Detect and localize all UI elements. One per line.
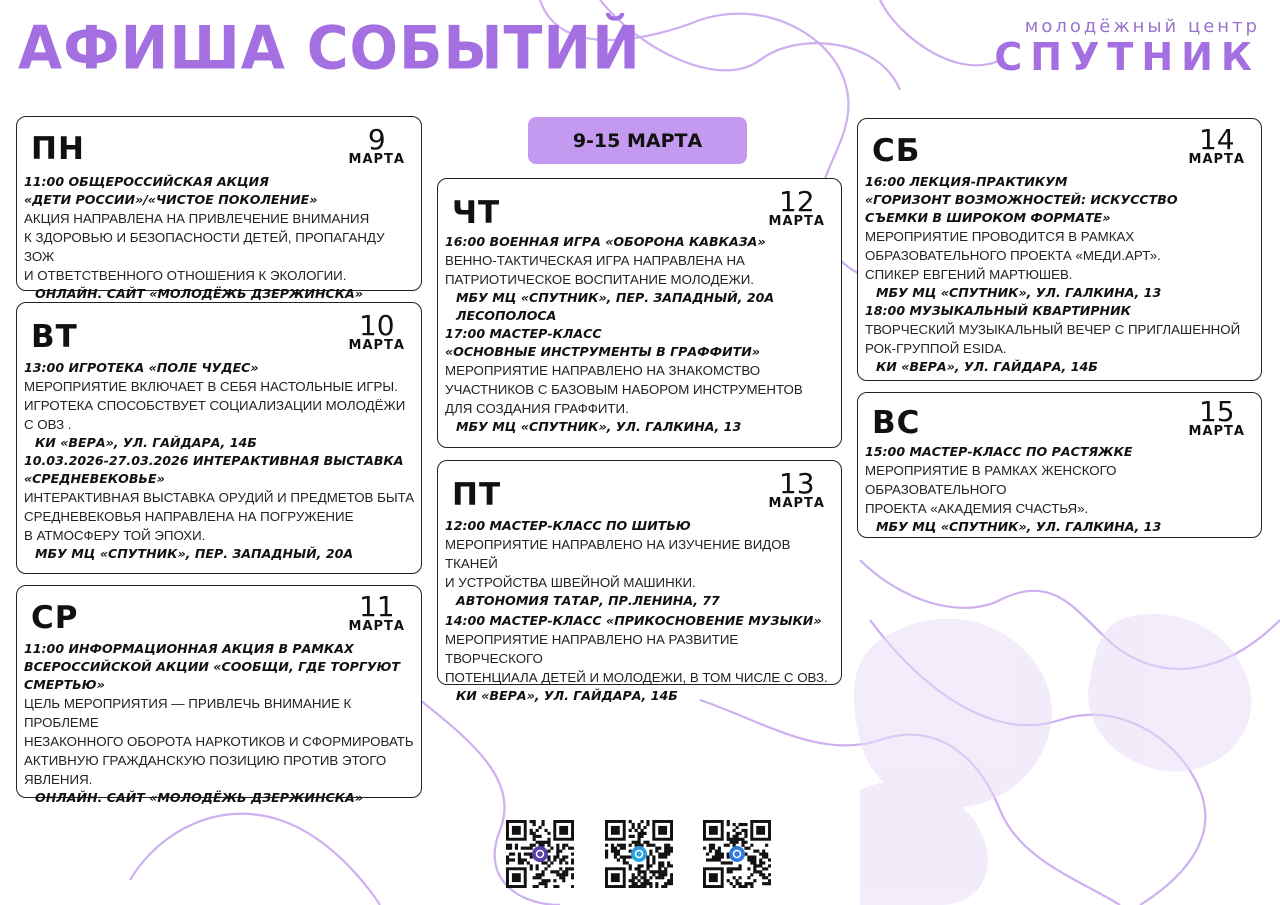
day-name: ВС [872,405,921,441]
day-card-friday [437,460,842,703]
event-location: МБУ МЦ «СПУТНИК», УЛ. ГАЛКИНА, 13 [876,519,1162,534]
event-description: МЕРОПРИЯТИЕ ПРОВОДИТСЯ В РАМКАХ ОБРАЗОВАТЕЛЬНОГО ПРОЕКТА «МЕДИ.АРТ». СПИКЕР ЕВГЕНИЙ МАРТЮШЕВ. [865,229,1161,282]
event-location: МБУ МЦ «СПУТНИК», УЛ. ГАЛКИНА, 13 [876,285,1162,300]
date-number: 10 [358,309,395,342]
event-title: 17:00 МАСТЕР-КЛАСС «ОСНОВНЫЕ ИНСТРУМЕНТЫ В ГРАФФИТИ» [445,326,760,359]
page-title: АФИША СОБЫТИЙ [18,14,641,84]
event-description: АКЦИЯ НАПРАВЛЕНА НА ПРИВЛЕЧЕНИЕ ВНИМАНИЯ К ЗДОРОВЬЮ И БЕЗОПАСНОСТИ ДЕТЕЙ, ПРОПАГАНДУ ЗОЖ И ОТВЕТСТВЕННОГО ОТНОШЕНИЯ К ЭКОЛОГИИ. [24,211,385,283]
event-title: 15:00 МАСТЕР-КЛАСС ПО РАСТЯЖКЕ [865,444,1133,459]
date-month: МАРТА [768,496,825,511]
day-card-wednesday [16,585,422,805]
brand-logo [994,16,1260,77]
event-location: КИ «ВЕРА», УЛ. ГАЙДАРА, 14Б [876,359,1098,374]
qr-code-vk[interactable] [703,820,771,888]
day-name: СБ [872,133,921,169]
day-card-saturday [857,118,1262,381]
event-description: МЕРОПРИЯТИЕ НАПРАВЛЕНО НА ЗНАКОМСТВО УЧАСТНИКОВ С БАЗОВЫМ НАБОРОМ ИНСТРУМЕНТОВ ДЛЯ СОЗДАНИЯ ГРАФФИТИ. [445,363,803,416]
event-location: МБУ МЦ «СПУТНИК», УЛ. ГАЛКИНА, 13 [456,419,742,434]
day-name: ПН [31,131,85,167]
day-card-sunday [857,392,1262,538]
week-range-badge: 9-15 МАРТА [528,117,747,164]
event-description: ЦЕЛЬ МЕРОПРИЯТИЯ — ПРИВЛЕЧЬ ВНИМАНИЕ К ПРОБЛЕМЕ НЕЗАКОННОГО ОБОРОТА НАРКОТИКОВ И СФОРМИРОВАТЬ АКТИВНУЮ ГРАЖДАНСКУЮ ПОЗИЦИЮ ПРОТИВ ЭТОГО ЯВЛЕНИЯ. [24,696,414,787]
event-title: 12:00 МАСТЕР-КЛАСС ПО ШИТЬЮ [445,518,691,533]
day-date [1188,395,1245,439]
event-title: 16:00 ЛЕКЦИЯ-ПРАКТИКУМ «ГОРИЗОНТ ВОЗМОЖНОСТЕЙ: ИСКУССТВО СЪЕМКИ В ШИРОКОМ ФОРМАТЕ» [865,174,1178,225]
event-location: КИ «ВЕРА», УЛ. ГАЙДАРА, 14Б [35,435,257,450]
event-location: ОНЛАЙН. САЙТ «МОЛОДЁЖЬ ДЗЕРЖИНСКА» [35,286,363,301]
date-month: МАРТА [348,619,405,634]
telegram-icon [631,846,647,862]
event-title: 11:00 ИНФОРМАЦИОННАЯ АКЦИЯ В РАМКАХ ВСЕРОССИЙСКОЙ АКЦИИ «СООБЩИ, ГДЕ ТОРГУЮТ СМЕРТЬЮ» [24,641,401,692]
day-date [768,467,825,511]
qr-code-instagram[interactable] [506,820,574,888]
event-description: МЕРОПРИЯТИЕ НАПРАВЛЕНО НА ИЗУЧЕНИЕ ВИДОВ ТКАНЕЙ И УСТРОЙСТВА ШВЕЙНОЙ МАШИНКИ. [445,537,791,590]
event-location: АВТОНОМИЯ ТАТАР, ПР.ЛЕНИНА, 77 [456,593,720,608]
date-number: 13 [778,467,815,500]
day-name: ЧТ [452,195,501,231]
day-card-monday [16,116,422,301]
event-title: 13:00 ИГРОТЕКА «ПОЛЕ ЧУДЕС» [24,360,259,375]
event-title: 11:00 ОБЩЕРОССИЙСКАЯ АКЦИЯ «ДЕТИ РОССИИ»/«ЧИСТОЕ ПОКОЛЕНИЕ» [24,174,318,207]
event-location: ОНЛАЙН. САЙТ «МОЛОДЁЖЬ ДЗЕРЖИНСКА» [35,790,363,805]
event-title: 14:00 МАСТЕР-КЛАСС «ПРИКОСНОВЕНИЕ МУЗЫКИ» [445,613,822,628]
event-description: ИНТЕРАКТИВНАЯ ВЫСТАВКА ОРУДИЙ И ПРЕДМЕТОВ БЫТА СРЕДНЕВЕКОВЬЯ НАПРАВЛЕНА НА ПОГРУЖЕНИЕ В АТМОСФЕРУ ТОЙ ЭПОХИ. [24,490,415,543]
day-card-thursday [437,178,842,448]
day-date [348,309,405,353]
event-description: ТВОРЧЕСКИЙ МУЗЫКАЛЬНЫЙ ВЕЧЕР С ПРИГЛАШЕННОЙ РОК-ГРУППОЙ ESIDA. [865,322,1241,356]
date-month: МАРТА [348,338,405,353]
day-name: ПТ [452,477,502,513]
event-title: 16:00 ВОЕННАЯ ИГРА «ОБОРОНА КАВКАЗА» [445,234,766,249]
day-date [1188,123,1245,167]
event-location: КИ «ВЕРА», УЛ. ГАЙДАРА, 14Б [456,688,678,703]
day-date [348,590,405,634]
date-number: 14 [1198,123,1235,156]
date-number: 15 [1198,395,1235,428]
date-number: 11 [358,590,395,623]
brand-name: СПУТНИК [994,35,1260,79]
day-date [348,123,405,167]
date-number: 9 [367,123,386,156]
day-date [768,185,825,229]
event-location: МБУ МЦ «СПУТНИК», ПЕР. ЗАПАДНЫЙ, 20А ЛЕСОПОЛОСА [456,290,775,323]
qr-code-telegram[interactable] [605,820,673,888]
date-month: МАРТА [768,214,825,229]
date-number: 12 [778,185,815,218]
day-card-tuesday [16,302,422,574]
day-name: СР [31,600,79,636]
brand-subtitle: молодёжный центр [1024,16,1260,37]
instagram-icon [532,846,548,862]
date-month: МАРТА [1188,424,1245,439]
date-month: МАРТА [1188,152,1245,167]
event-description: МЕРОПРИЯТИЕ В РАМКАХ ЖЕНСКОГО ОБРАЗОВАТЕЛЬНОГО ПРОЕКТА «АКАДЕМИЯ СЧАСТЬЯ». [865,463,1117,516]
event-location: МБУ МЦ «СПУТНИК», ПЕР. ЗАПАДНЫЙ, 20А [35,546,354,561]
event-description: ВЕННО-ТАКТИЧЕСКАЯ ИГРА НАПРАВЛЕНА НА ПАТРИОТИЧЕСКОЕ ВОСПИТАНИЕ МОЛОДЕЖИ. [445,253,755,287]
event-title: 10.03.2026-27.03.2026 ИНТЕРАКТИВНАЯ ВЫСТАВКА «СРЕДНЕВЕКОВЬЕ» [24,453,404,486]
event-title: 18:00 МУЗЫКАЛЬНЫЙ КВАРТИРНИК [865,303,1131,318]
event-description: МЕРОПРИЯТИЕ ВКЛЮЧАЕТ В СЕБЯ НАСТОЛЬНЫЕ ИГРЫ. ИГРОТЕКА СПОСОБСТВУЕТ СОЦИАЛИЗАЦИИ МОЛОДЁЖИ С ОВЗ . [24,379,406,432]
vk-icon [729,846,745,862]
day-name: ВТ [31,319,78,355]
event-description: МЕРОПРИЯТИЕ НАПРАВЛЕНО НА РАЗВИТИЕ ТВОРЧЕСКОГО ПОТЕНЦИАЛА ДЕТЕЙ И МОЛОДЕЖИ, В ТОМ ЧИСЛЕ С ОВЗ. [445,632,828,685]
date-month: МАРТА [348,152,405,167]
